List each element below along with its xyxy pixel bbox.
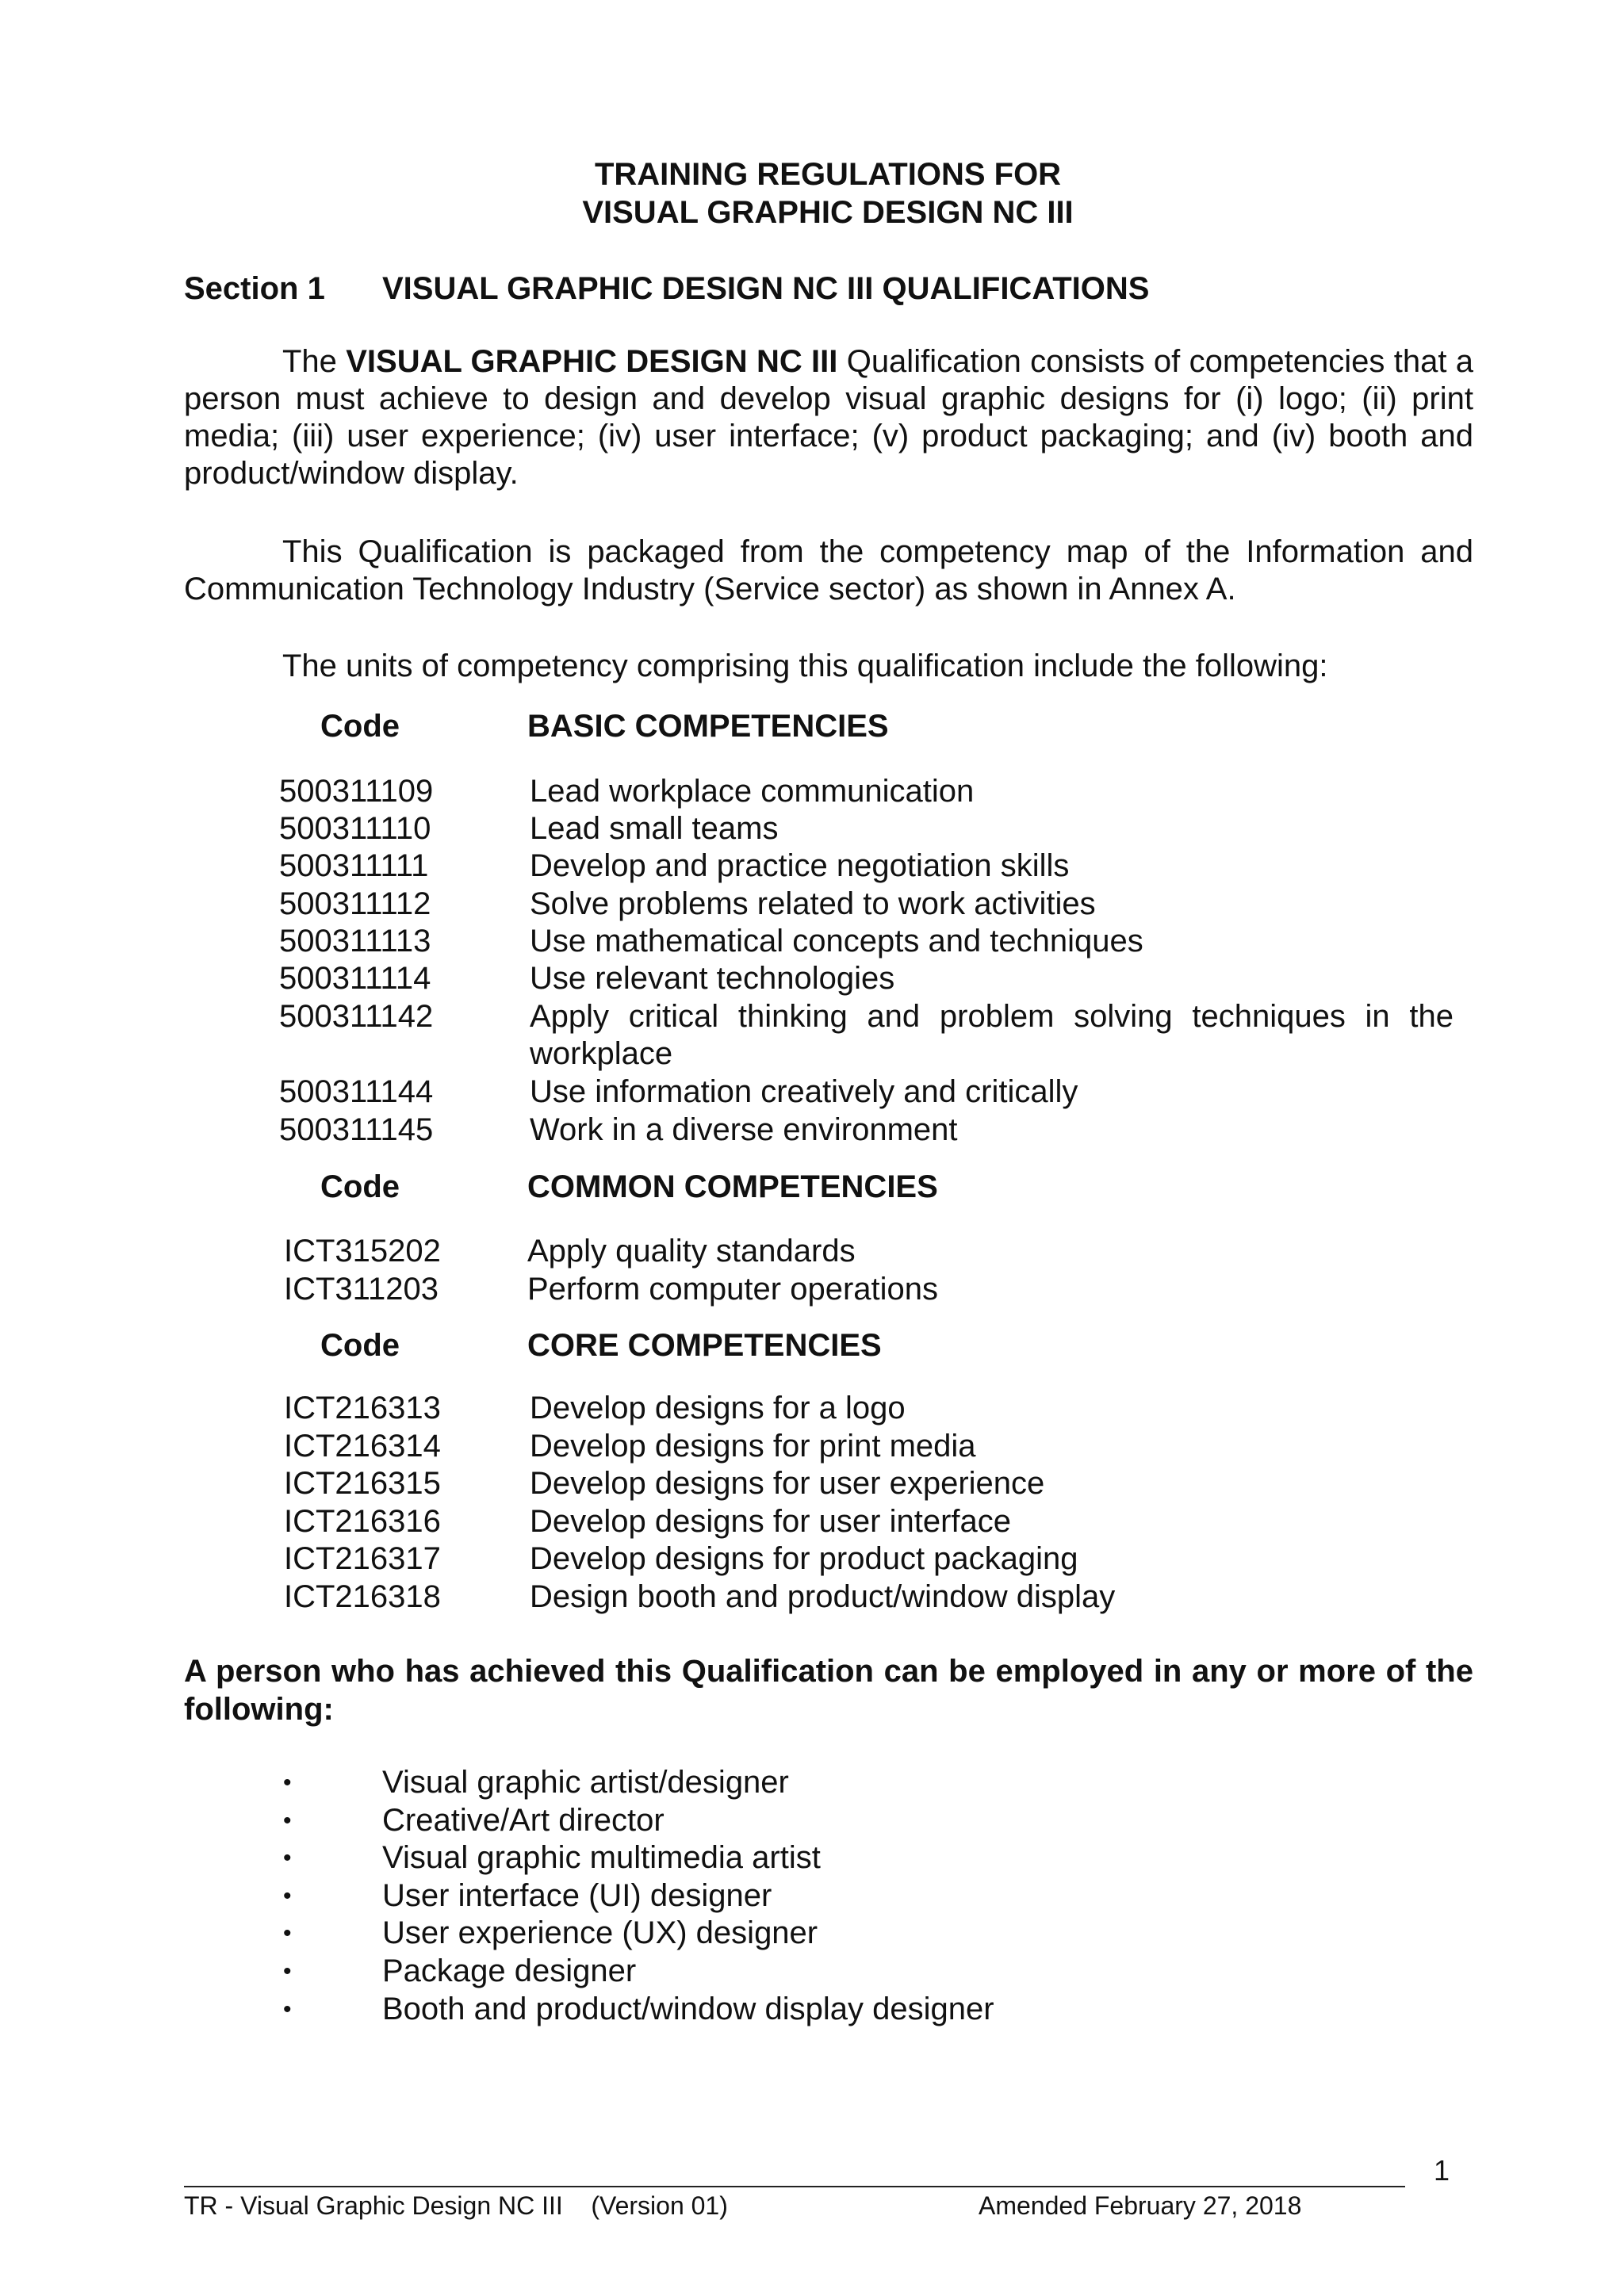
bullet-icon: • bbox=[283, 1770, 292, 1796]
competency-code: ICT311203 bbox=[284, 1272, 439, 1307]
employment-heading: A person who has achieved this Qualification can be employed in any or more of the following: bbox=[184, 1654, 1473, 1727]
competency-description: Use information creatively and critically bbox=[530, 1074, 1078, 1109]
competency-description: Lead small teams bbox=[530, 811, 779, 846]
competency-code: ICT315202 bbox=[284, 1234, 441, 1269]
document-title-line2: VISUAL GRAPHIC DESIGN NC III bbox=[582, 195, 1074, 230]
competency-code: ICT216313 bbox=[284, 1391, 441, 1425]
section-heading bbox=[184, 270, 1149, 308]
basic-heading: BASIC COMPETENCIES bbox=[527, 709, 889, 744]
competency-description: Use mathematical concepts and techniques bbox=[530, 924, 1143, 959]
footer-amended-date: Amended February 27, 2018 bbox=[979, 2191, 1302, 2220]
competency-description: Develop designs for a logo bbox=[530, 1391, 906, 1425]
competency-code: ICT216314 bbox=[284, 1429, 441, 1464]
competency-description: Develop and practice negotiation skills bbox=[530, 848, 1070, 883]
competency-description: Work in a diverse environment bbox=[530, 1112, 958, 1147]
competency-description: Apply quality standards bbox=[527, 1234, 856, 1269]
employment-item-text: User experience (UX) designer bbox=[382, 1915, 818, 1950]
competency-description: Design booth and product/window display bbox=[530, 1579, 1116, 1614]
employment-item-text: Visual graphic artist/designer bbox=[382, 1765, 789, 1800]
intro-p1-bold: VISUAL GRAPHIC DESIGN NC III bbox=[346, 344, 838, 379]
competency-code: 500311142 bbox=[279, 999, 434, 1034]
competency-code: 500311112 bbox=[279, 886, 431, 921]
competency-description: Use relevant technologies bbox=[530, 961, 895, 996]
intro-paragraph-1 bbox=[184, 343, 1473, 492]
core-code-header: Code bbox=[320, 1328, 400, 1363]
bullet-icon: • bbox=[283, 1920, 292, 1946]
employment-item-text: Visual graphic multimedia artist bbox=[382, 1840, 821, 1875]
competency-code: 500311114 bbox=[279, 961, 431, 996]
section-title: VISUAL GRAPHIC DESIGN NC III QUALIFICATIONS bbox=[382, 271, 1150, 306]
competency-description: Develop designs for product packaging bbox=[530, 1541, 1078, 1576]
intro-paragraph-2: This Qualification is packaged from the competency map of the Information and Communication Technology Industry (Service sector) as shown in Annex A. bbox=[184, 534, 1473, 607]
competency-description: Perform computer operations bbox=[527, 1272, 939, 1307]
competency-code: 500311110 bbox=[279, 811, 431, 846]
page-number: 1 bbox=[1434, 2154, 1450, 2187]
competency-code: ICT216318 bbox=[284, 1579, 441, 1614]
intro-p1-rest: Qualification consists of competencies that a person must achieve to design and develop visual graphic designs for (i) logo; (ii) print media; (iii) user experience; (iv) user interface; (v) product packaging; and (iv) booth and product/window display. bbox=[184, 344, 1473, 491]
common-heading: COMMON COMPETENCIES bbox=[527, 1169, 938, 1204]
competency-code: 500311145 bbox=[279, 1112, 434, 1147]
bullet-icon: • bbox=[283, 1808, 292, 1834]
competency-code: ICT216315 bbox=[284, 1466, 441, 1501]
competency-description: Solve problems related to work activities bbox=[530, 886, 1096, 921]
bullet-icon: • bbox=[283, 1996, 292, 2022]
footer-divider bbox=[184, 2186, 1405, 2187]
competency-code: 500311113 bbox=[279, 924, 431, 959]
competency-code: ICT216316 bbox=[284, 1504, 441, 1539]
employment-item-text: Creative/Art director bbox=[382, 1803, 665, 1838]
competency-description: Develop designs for user interface bbox=[530, 1504, 1011, 1539]
competency-description: Develop designs for print media bbox=[530, 1429, 976, 1464]
section-number: Section 1 bbox=[184, 271, 325, 306]
intro-p1-prefix: The bbox=[282, 344, 347, 379]
employment-item-text: User interface (UI) designer bbox=[382, 1878, 772, 1913]
footer-document-info: TR - Visual Graphic Design NC III (Version 01) bbox=[184, 2191, 728, 2220]
competency-code: 500311109 bbox=[279, 774, 434, 809]
competency-description: Apply critical thinking and problem solving techniques in the workplace bbox=[530, 999, 1454, 1071]
document-title-line1: TRAINING REGULATIONS FOR bbox=[594, 157, 1062, 192]
competency-code: 500311144 bbox=[279, 1074, 434, 1109]
competency-description: Lead workplace communication bbox=[530, 774, 975, 809]
basic-code-header: Code bbox=[320, 709, 400, 744]
bullet-icon: • bbox=[283, 1845, 292, 1871]
competency-code: ICT216317 bbox=[284, 1541, 441, 1576]
bullet-icon: • bbox=[283, 1958, 292, 1984]
common-code-header: Code bbox=[320, 1169, 400, 1204]
competency-description: Develop designs for user experience bbox=[530, 1466, 1045, 1501]
core-heading: CORE COMPETENCIES bbox=[527, 1328, 882, 1363]
competency-code: 500311111 bbox=[279, 848, 429, 883]
bullet-icon: • bbox=[283, 1883, 292, 1909]
employment-item-text: Booth and product/window display designer bbox=[382, 1992, 994, 2026]
intro-paragraph-3: The units of competency comprising this qualification include the following: bbox=[282, 649, 1328, 683]
employment-item-text: Package designer bbox=[382, 1954, 637, 1988]
